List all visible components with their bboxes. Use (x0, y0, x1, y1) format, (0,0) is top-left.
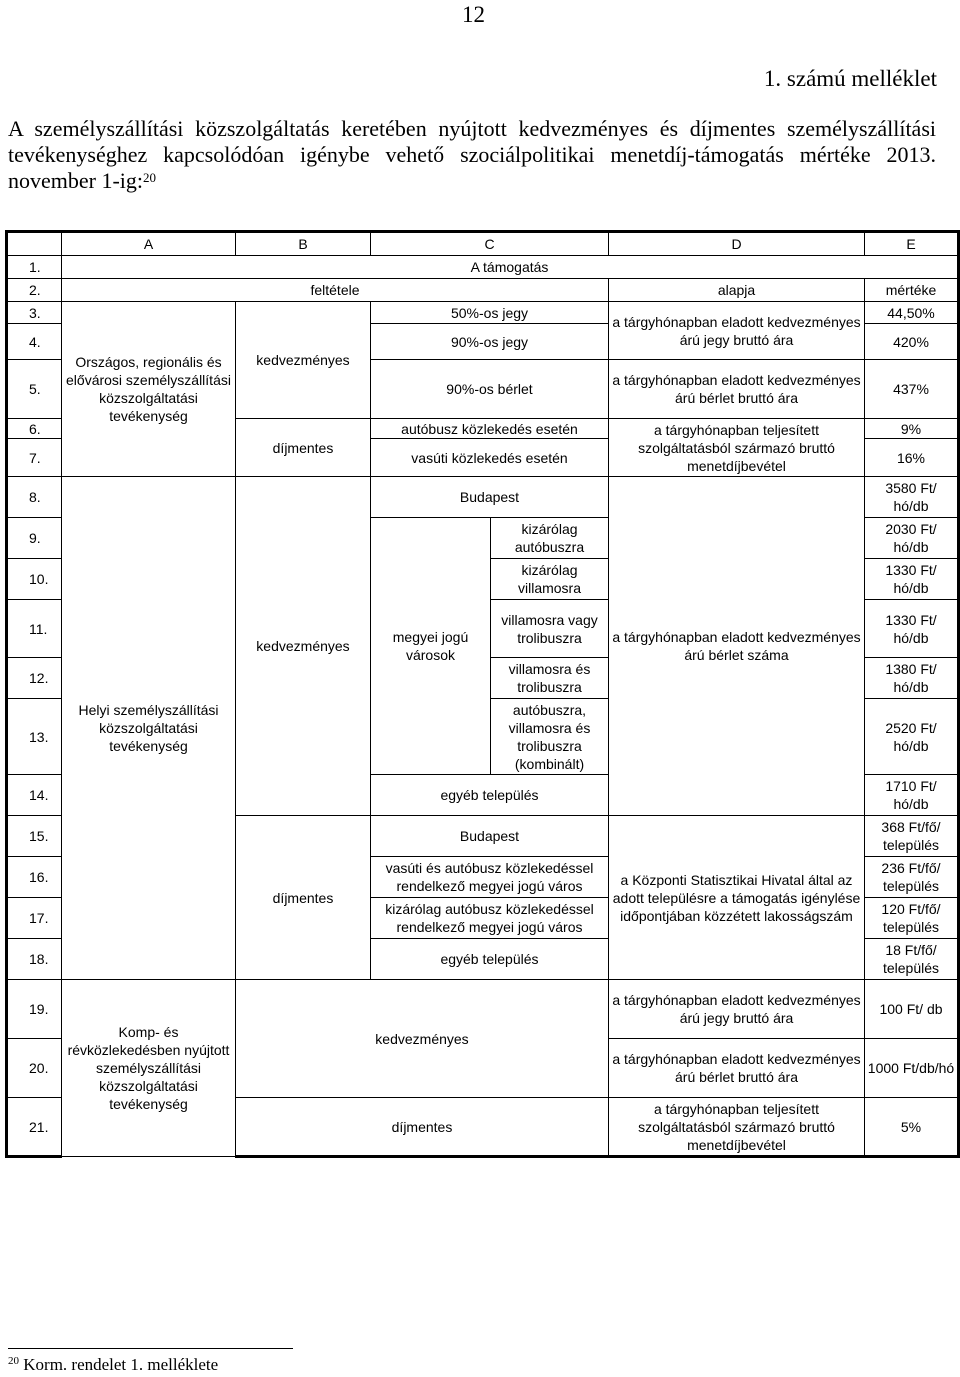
table-row (7, 477, 959, 518)
rate-cell: 420% (865, 324, 959, 360)
title-text: A személyszállítási közszolgáltatás keretében nyújtott kedvezményes és díjmentes személyszállítási tevékenységhez kapcsolódóan igénybe vehető szociálpolitikai menetdíj-támogatás mértéke 2013. november 1-ig: (8, 116, 936, 193)
document-title (8, 116, 936, 194)
rate-cell: 368 Ft/fő/ település (865, 816, 959, 857)
place-cell: kizárólag autóbusz közlekedéssel rendelkező megyei jogú város (371, 898, 609, 939)
row-number: 5. (7, 360, 62, 419)
rate-cell: 236 Ft/fő/ település (865, 857, 959, 898)
county-towns-label: megyei jogú városok (371, 518, 491, 775)
place-cell: vasúti és autóbusz közlekedéssel rendelkező megyei jogú város (371, 857, 609, 898)
rate-cell: 16% (865, 439, 959, 477)
footnote-text: Korm. rendelet 1. melléklete (23, 1355, 219, 1374)
footnote-separator (8, 1348, 293, 1349)
basis-cell: a Központi Statisztikai Hivatal által az adott településre a támogatás igénylése időpontjában közzétett lakosságszám (609, 816, 865, 980)
rate-cell: 9% (865, 419, 959, 439)
row-number: 19. (7, 980, 62, 1039)
table-row (7, 302, 959, 324)
place-cell: Budapest (371, 816, 609, 857)
place-cell: Budapest (371, 477, 609, 518)
condition-cell: vasúti közlekedés esetén (371, 439, 609, 477)
rate-cell: 44,50% (865, 302, 959, 324)
rate-cell: 100 Ft/ db (865, 980, 959, 1039)
mode-cell: kizárólag autóbuszra (491, 518, 609, 559)
condition-header: feltétele (62, 279, 609, 302)
discount-type-label: kedvezményes (236, 477, 371, 816)
basis-cell: a tárgyhónapban teljesített szolgáltatásból származó bruttó menetdíjbevétel (609, 419, 865, 477)
rate-cell: 1710 Ft/ hó/db (865, 775, 959, 816)
row-number: 1. (7, 256, 62, 279)
section-label: Komp- és révközlekedésben nyújtott személyszállítási közszolgáltatási tevékenység (62, 980, 236, 1157)
rate-cell: 5% (865, 1098, 959, 1157)
basis-cell: a tárgyhónapban eladott kedvezményes árú bérlet bruttó ára (609, 360, 865, 419)
rate-cell: 3580 Ft/ hó/db (865, 477, 959, 518)
row-number: 9. (7, 518, 62, 559)
place-cell: egyéb település (371, 775, 609, 816)
mode-cell: villamosra és trolibuszra (491, 658, 609, 699)
rate-cell: 1000 Ft/db/hó (865, 1039, 959, 1098)
col-header-a: A (62, 232, 236, 256)
column-header-row (7, 232, 959, 256)
row-number: 2. (7, 279, 62, 302)
row-number: 12. (7, 658, 62, 699)
row-number: 3. (7, 302, 62, 324)
support-table (5, 230, 960, 1158)
col-header-c: C (371, 232, 609, 256)
rate-cell: 437% (865, 360, 959, 419)
rate-cell: 2520 Ft/ hó/db (865, 699, 959, 775)
rate-cell: 1330 Ft/ hó/db (865, 559, 959, 600)
basis-cell: a tárgyhónapban eladott kedvezményes árú jegy bruttó ára (609, 980, 865, 1039)
col-header-d: D (609, 232, 865, 256)
row-number: 18. (7, 939, 62, 980)
section-label: Helyi személyszállítási közszolgáltatási tevékenység (62, 477, 236, 980)
condition-cell: 90%-os bérlet (371, 360, 609, 419)
row-number: 7. (7, 439, 62, 477)
row-number: 11. (7, 600, 62, 658)
row-number: 14. (7, 775, 62, 816)
rate-cell: 18 Ft/fő/ település (865, 939, 959, 980)
place-cell: egyéb település (371, 939, 609, 980)
page-number: 12 (462, 2, 485, 27)
row-number: 20. (7, 1039, 62, 1098)
basis-cell: a tárgyhónapban eladott kedvezményes árú jegy bruttó ára (609, 302, 865, 360)
rate-cell: 2030 Ft/ hó/db (865, 518, 959, 559)
table-row (7, 256, 959, 279)
table-row (7, 279, 959, 302)
row-number: 6. (7, 419, 62, 439)
basis-cell: a tárgyhónapban eladott kedvezményes árú bérlet bruttó ára (609, 1039, 865, 1098)
section-label: Országos, regionális és elővárosi személyszállítási közszolgáltatási tevékenység (62, 302, 236, 477)
mode-cell: kizárólag villamosra (491, 559, 609, 600)
row-number: 16. (7, 857, 62, 898)
support-header: A támogatás (62, 256, 959, 279)
corner-cell (7, 232, 62, 256)
rate-header: mértéke (865, 279, 959, 302)
footnote-ref: 20 (143, 170, 157, 185)
table-row (7, 980, 959, 1039)
condition-cell: 90%-os jegy (371, 324, 609, 360)
row-number: 13. (7, 699, 62, 775)
row-number: 15. (7, 816, 62, 857)
row-number: 10. (7, 559, 62, 600)
row-number: 8. (7, 477, 62, 518)
basis-cell: a tárgyhónapban teljesített szolgáltatásból származó bruttó menetdíjbevétel (609, 1098, 865, 1157)
basis-header: alapja (609, 279, 865, 302)
rate-cell: 120 Ft/fő/ település (865, 898, 959, 939)
mode-cell: villamosra vagy trolibuszra (491, 600, 609, 658)
discount-type-label: kedvezményes (236, 980, 609, 1098)
col-header-e: E (865, 232, 959, 256)
row-number: 4. (7, 324, 62, 360)
footnote (8, 1355, 218, 1375)
mode-cell: autóbuszra, villamosra és trolibuszra (kombinált) (491, 699, 609, 775)
col-header-b: B (236, 232, 371, 256)
rate-cell: 1380 Ft/ hó/db (865, 658, 959, 699)
condition-cell: 50%-os jegy (371, 302, 609, 324)
discount-type-label: díjmentes (236, 1098, 609, 1157)
discount-type-label: díjmentes (236, 419, 371, 477)
basis-cell: a tárgyhónapban eladott kedvezményes árú bérlet száma (609, 477, 865, 816)
discount-type-label: kedvezményes (236, 302, 371, 419)
condition-cell: autóbusz közlekedés esetén (371, 419, 609, 439)
annex-label: 1. számú melléklet (763, 66, 937, 91)
rate-cell: 1330 Ft/ hó/db (865, 600, 959, 658)
footnote-number: 20 (8, 1355, 19, 1367)
discount-type-label: díjmentes (236, 816, 371, 980)
row-number: 17. (7, 898, 62, 939)
row-number: 21. (7, 1098, 62, 1157)
